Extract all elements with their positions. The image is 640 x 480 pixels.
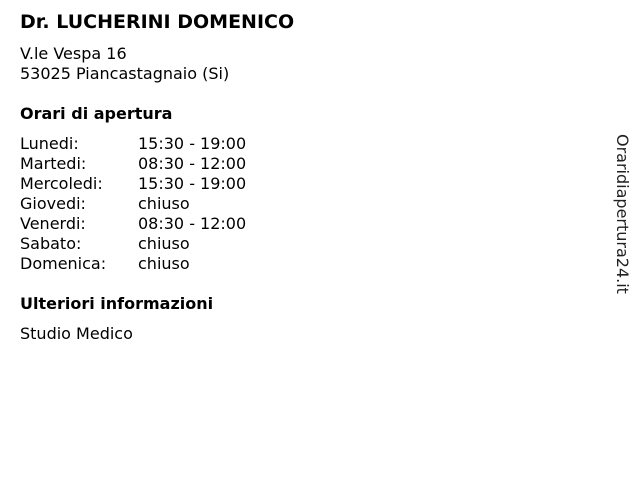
opening-hours-heading: Orari di apertura xyxy=(20,104,173,123)
hours-row-sunday xyxy=(20,254,246,274)
hours-day: Mercoledi: xyxy=(20,174,103,193)
hours-row-friday xyxy=(20,214,246,234)
hours-row-wednesday xyxy=(20,174,246,194)
further-info-text: Studio Medico xyxy=(20,324,133,343)
hours-day: Domenica: xyxy=(20,254,107,273)
hours-time: 15:30 - 19:00 xyxy=(138,134,247,153)
address xyxy=(20,44,229,84)
further-info-heading: Ulteriori informazioni xyxy=(20,294,214,313)
hours-time: chiuso xyxy=(138,194,190,213)
hours-day: Martedi: xyxy=(20,154,87,173)
hours-time: chiuso xyxy=(138,254,190,273)
hours-row-tuesday xyxy=(20,154,246,174)
hours-time: chiuso xyxy=(138,234,190,253)
page-title: Dr. LUCHERINI DOMENICO xyxy=(20,11,295,33)
opening-hours-table xyxy=(20,134,246,274)
hours-time: 15:30 - 19:00 xyxy=(138,174,247,193)
hours-row-saturday xyxy=(20,234,246,254)
hours-day: Venerdi: xyxy=(20,214,86,233)
hours-day: Giovedi: xyxy=(20,194,86,213)
address-street: V.le Vespa 16 xyxy=(20,44,127,63)
site-watermark: Oraridiapertura24.it xyxy=(613,134,632,294)
hours-day: Lunedi: xyxy=(20,134,79,153)
hours-time: 08:30 - 12:00 xyxy=(138,154,247,173)
address-city: 53025 Piancastagnaio (Si) xyxy=(20,64,230,83)
hours-time: 08:30 - 12:00 xyxy=(138,214,247,233)
hours-row-monday xyxy=(20,134,246,154)
hours-row-thursday xyxy=(20,194,246,214)
hours-day: Sabato: xyxy=(20,234,82,253)
